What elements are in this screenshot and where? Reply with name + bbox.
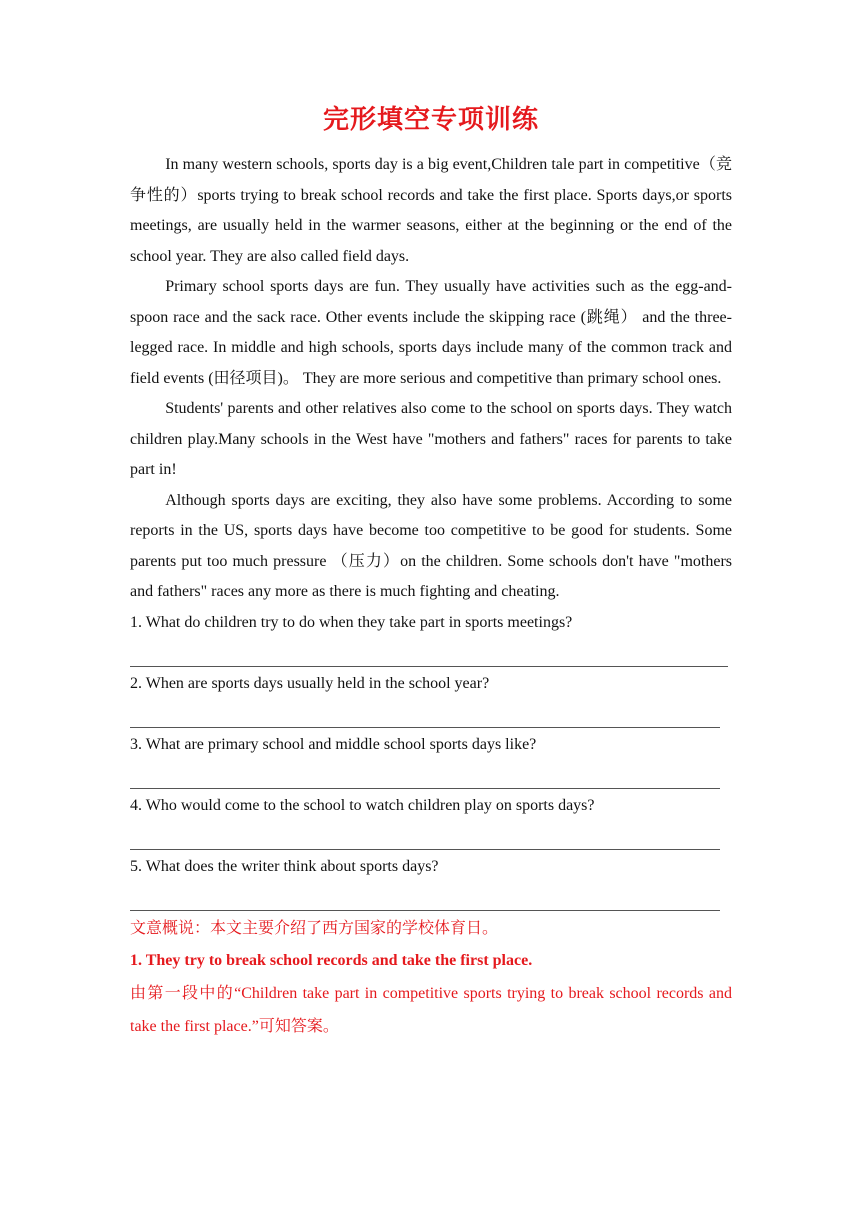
passage-paragraph-3: Students' parents and other relatives also come to the school on sports days. They watch children play.Many schools in the West have "mothers and fathers" races for parents to take part in!: [130, 400, 732, 478]
question-1: 1. What do children try to do when they take part in sports meetings?: [130, 613, 573, 631]
question-5: 5. What does the writer think about sports days?: [130, 857, 439, 875]
question-list: [130, 608, 732, 911]
summary-text: 文意概说：本文主要介绍了西方国家的学校体育日。: [130, 919, 499, 937]
passage-paragraph-4: Although sports days are exciting, they also have some problems. According to some reports in the US, sports days have become too competitive to be good for students. Some parents put too much pressure （压力）on the children. Some schools don't have "mothers and fathers" races any more as there is much fighting and cheating.: [130, 491, 732, 600]
answer-line-3[interactable]: [130, 760, 720, 789]
answer-1: 1. They try to break school records and take the first place.: [130, 951, 533, 969]
document-page: [130, 100, 732, 1043]
question-4: 4. Who would come to the school to watch children play on sports days?: [130, 796, 595, 814]
answer-line-1[interactable]: [130, 638, 728, 667]
question-2: 2. When are sports days usually held in the school year?: [130, 674, 490, 692]
answer-line-2[interactable]: [130, 699, 720, 728]
page-title: 完形填空专项训练: [322, 105, 539, 134]
answer-line-5[interactable]: [130, 882, 720, 911]
reading-passage: [130, 150, 732, 608]
passage-paragraph-2: Primary school sports days are fun. They usually have activities such as the egg-and-spoon race and the sack race. Other events include the skipping race (跳绳） and the three- legged race. In middle and high schools, sports days include many of the common track and field events (田径项目)。 They are more serious and competitive than primary school ones.: [130, 278, 732, 387]
passage-paragraph-1: In many western schools, sports day is a big event,Children tale part in competitive（竞争性的）sports trying to break school records and take the first place. Sports days,or sports meetings, are usually held in the warmer seasons, either at the beginning or the end of the school year. They are also called field days.: [130, 156, 732, 265]
answer-line-4[interactable]: [130, 821, 720, 850]
question-3: 3. What are primary school and middle school sports days like?: [130, 735, 537, 753]
explanation-1: 由第一段中的“Children take part in competitive sports trying to break school records and take the first place.”可知答案。: [130, 984, 732, 1035]
answer-key: [130, 913, 732, 1043]
